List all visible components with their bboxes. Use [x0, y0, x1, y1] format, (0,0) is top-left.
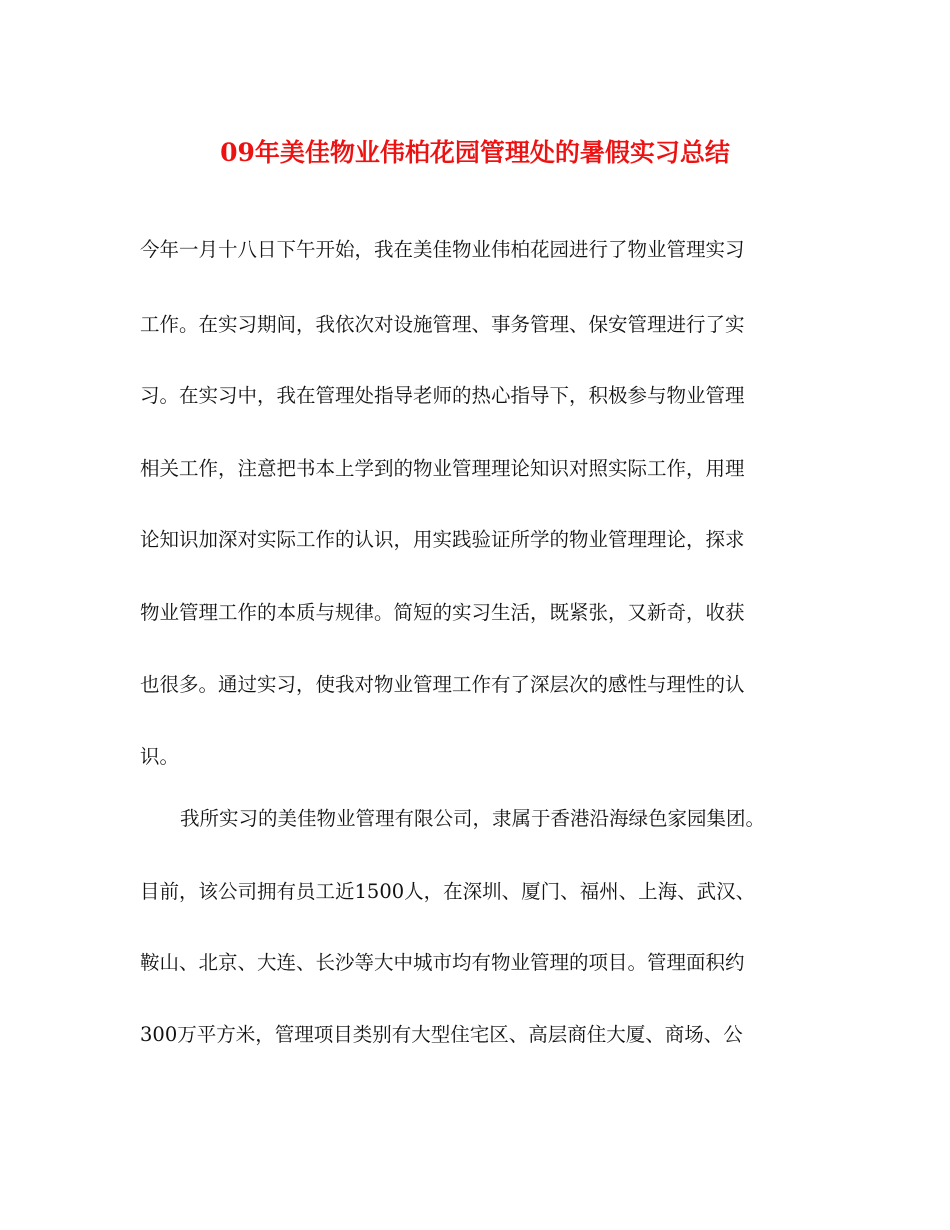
paragraph-2-line-1: 我所实习的美佳物业管理有限公司，隶属于香港沿海绿色家园集团。: [180, 807, 766, 830]
paragraph-1-line-2: 工作。在实习期间，我依次对设施管理、事务管理、保安管理进行了实: [140, 313, 745, 336]
paragraph-1-line-1: 今年一月十八日下午开始，我在美佳物业伟柏花园进行了物业管理实习: [140, 238, 745, 261]
paragraph-1-line-6: 物业管理工作的本质与规律。简短的实习生活，既紧张，又新奇，收获: [140, 601, 745, 624]
paragraph-1-line-8: 识。: [140, 745, 180, 768]
paragraph-1-line-3: 习。在实习中，我在管理处指导老师的热心指导下，积极参与物业管理: [140, 384, 745, 407]
paragraph-2-line-4: 300万平方米，管理项目类别有大型住宅区、高层商住大厦、商场、公: [140, 1023, 743, 1046]
document-title: 09年美佳物业伟柏花园管理处的暑假实习总结: [220, 138, 730, 167]
paragraph-2-line-2: 目前，该公司拥有员工近1500人，在深圳、厦门、福州、上海、武汉、: [140, 880, 756, 903]
paragraph-1-line-4: 相关工作，注意把书本上学到的物业管理理论知识对照实际工作，用理: [140, 457, 745, 480]
paragraph-1-line-7: 也很多。通过实习，使我对物业管理工作有了深层次的感性与理性的认: [140, 673, 745, 696]
paragraph-2-line-3: 鞍山、北京、大连、长沙等大中城市均有物业管理的项目。管理面积约: [140, 951, 745, 974]
paragraph-1-line-5: 论知识加深对实际工作的认识，用实践验证所学的物业管理理论，探求: [140, 528, 745, 551]
